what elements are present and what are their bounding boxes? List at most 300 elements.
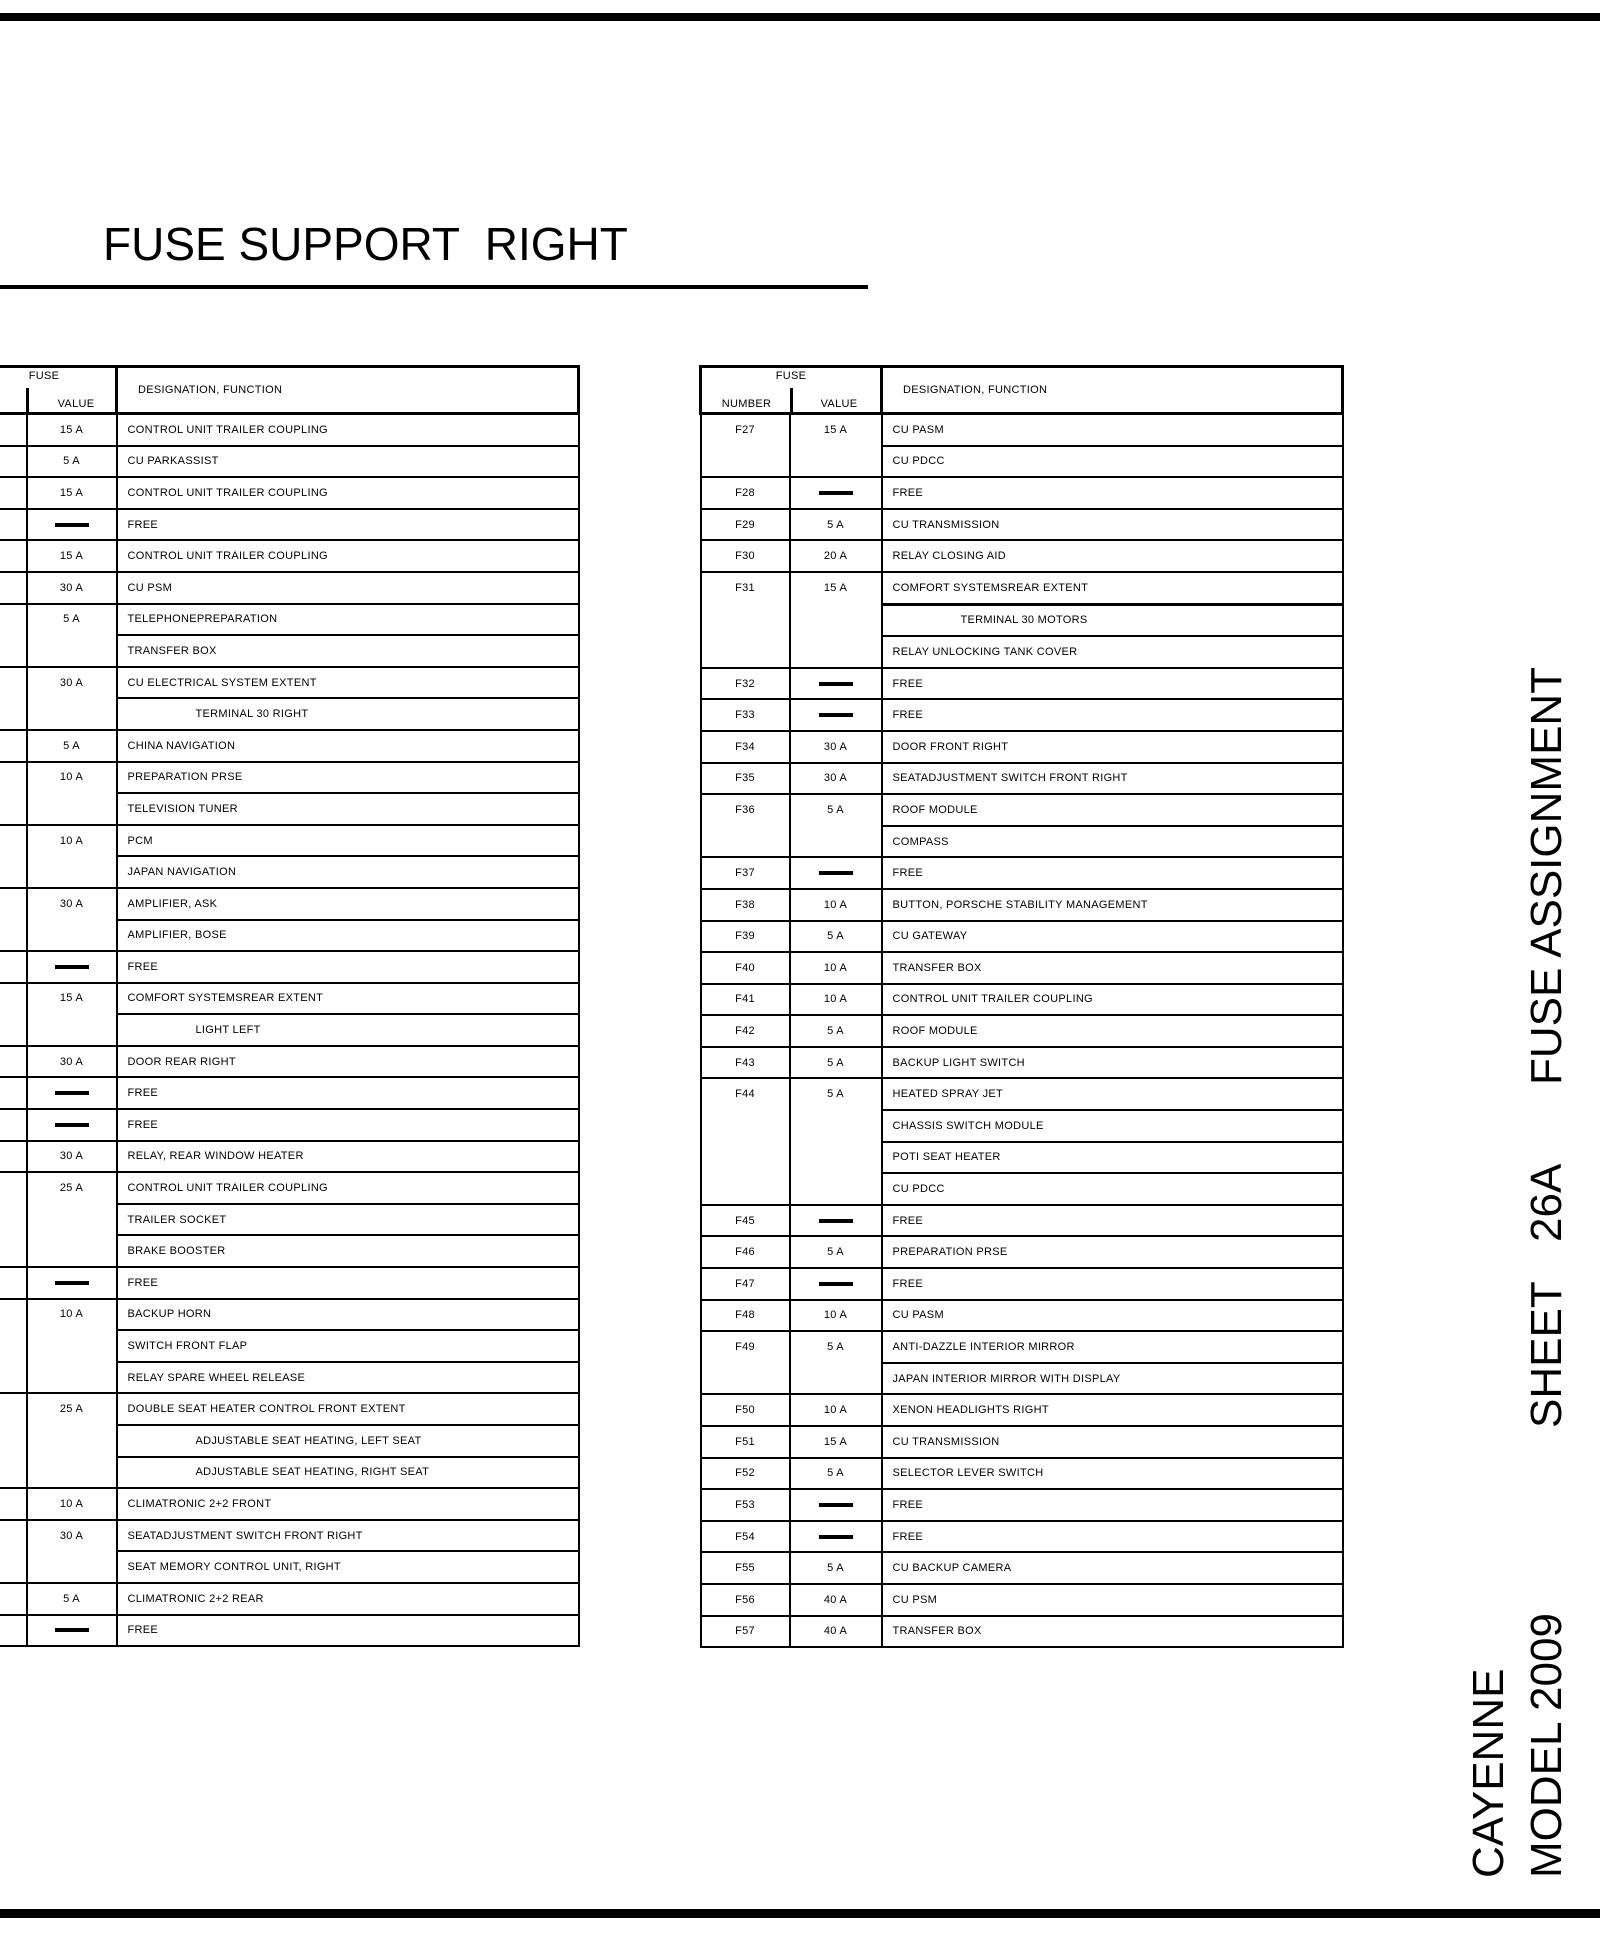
- table-row: [701, 1300, 1343, 1332]
- designation-cell: DOOR FRONT RIGHT: [882, 731, 1343, 763]
- designation-cell: CU PSM: [882, 1584, 1343, 1616]
- designation-cell: TELEVISION TUNER: [117, 793, 579, 825]
- fuse-number-cell: [0, 1520, 27, 1552]
- designation-cell: HEATED SPRAY JET: [882, 1078, 1343, 1110]
- designation-cell: ROOF MODULE: [882, 1015, 1343, 1047]
- fuse-value-cell: [27, 1615, 117, 1647]
- designation-cell: FREE: [882, 668, 1343, 700]
- fuse-value-cell: [790, 446, 882, 478]
- fuse-number-cell: [0, 1393, 27, 1425]
- fuse-number-cell: F37: [701, 857, 790, 889]
- designation-cell: FREE: [882, 1205, 1343, 1237]
- fuse-number-cell: [0, 572, 27, 604]
- fuse-number-cell: [701, 1142, 790, 1174]
- designation-cell: FREE: [117, 1615, 579, 1647]
- fuse-number-cell: F33: [701, 699, 790, 731]
- fuse-number-cell: [701, 446, 790, 478]
- fuse-number-cell: F50: [701, 1394, 790, 1426]
- designation-cell: DOOR REAR RIGHT: [117, 1046, 579, 1078]
- fuse-value-cell: [27, 635, 117, 667]
- fuse-value-cell: 5 A: [790, 921, 882, 953]
- fuse-value-cell: [27, 1077, 117, 1109]
- fuse-value-cell: 10 A: [790, 889, 882, 921]
- table-row: [0, 920, 579, 952]
- table-row: [0, 1583, 579, 1615]
- table-row: [701, 509, 1343, 541]
- table-row: [701, 1489, 1343, 1521]
- fuse-number-cell: F36: [701, 794, 790, 826]
- fuse-number-cell: [0, 730, 27, 762]
- table-row: [701, 1110, 1343, 1142]
- designation-cell: TRANSFER BOX: [882, 952, 1343, 984]
- fuse-value-cell: 10 A: [790, 984, 882, 1016]
- designation-header: DESIGNATION, FUNCTION: [882, 367, 1343, 414]
- fuse-number-cell: [0, 698, 27, 730]
- designation-cell: DOUBLE SEAT HEATER CONTROL FRONT EXTENT: [117, 1393, 579, 1425]
- designation-cell: PREPARATION PRSE: [882, 1236, 1343, 1268]
- table-row: [0, 604, 579, 636]
- designation-cell: JAPAN NAVIGATION: [117, 856, 579, 888]
- designation-cell: CU BACKUP CAMERA: [882, 1552, 1343, 1584]
- fuse-number-cell: [0, 604, 27, 636]
- value-header: VALUE: [820, 398, 858, 410]
- designation-cell: CONTROL UNIT TRAILER COUPLING: [117, 414, 579, 446]
- fuse-number-cell: F28: [701, 477, 790, 509]
- table-row: [701, 1173, 1343, 1205]
- designation-cell: FREE: [882, 699, 1343, 731]
- fuse-value-cell: 15 A: [27, 983, 117, 1015]
- fuse-number-cell: [0, 1583, 27, 1615]
- sheet-number: 26A: [1522, 1163, 1571, 1242]
- table-row: [701, 1205, 1343, 1237]
- fuse-value-cell: [790, 1489, 882, 1521]
- table-row: [701, 984, 1343, 1016]
- designation-cell: TRAILER SOCKET: [117, 1204, 579, 1236]
- designation-cell: BUTTON, PORSCHE STABILITY MANAGEMENT: [882, 889, 1343, 921]
- fuse-value-cell: 30 A: [27, 572, 117, 604]
- fuse-value-cell: 10 A: [27, 825, 117, 857]
- table-row: [701, 604, 1343, 636]
- dash-icon: [55, 1628, 89, 1632]
- designation-cell: POTI SEAT HEATER: [882, 1142, 1343, 1174]
- table-row: [701, 414, 1343, 446]
- fuse-number-cell: F48: [701, 1300, 790, 1332]
- designation-cell: FREE: [882, 1489, 1343, 1521]
- fuse-number-cell: F31: [701, 572, 790, 604]
- fuse-value-cell: [790, 636, 882, 668]
- fuse-header: [0, 367, 117, 414]
- fuse-number-cell: [0, 1172, 27, 1204]
- fuse-value-cell: 30 A: [27, 1520, 117, 1552]
- table-row: [0, 477, 579, 509]
- fuse-number-cell: [0, 1551, 27, 1583]
- designation-cell: SEATADJUSTMENT SWITCH FRONT RIGHT: [117, 1520, 579, 1552]
- table-row: [0, 446, 579, 478]
- designation-cell: COMFORT SYSTEMSREAR EXTENT: [882, 572, 1343, 604]
- dash-icon: [819, 1282, 853, 1286]
- fuse-number-cell: [701, 636, 790, 668]
- table-row: [701, 952, 1343, 984]
- designation-cell: FREE: [882, 857, 1343, 889]
- value-header: VALUE: [57, 398, 95, 410]
- fuse-number-cell: [0, 667, 27, 699]
- fuse-value-cell: 30 A: [27, 667, 117, 699]
- fuse-number-cell: [0, 1077, 27, 1109]
- fuse-value-cell: [27, 1551, 117, 1583]
- fuse-value-cell: 5 A: [790, 509, 882, 541]
- designation-cell: JAPAN INTERIOR MIRROR WITH DISPLAY: [882, 1363, 1343, 1395]
- fuse-value-cell: 15 A: [27, 540, 117, 572]
- dash-icon: [55, 1123, 89, 1127]
- designation-cell: PCM: [117, 825, 579, 857]
- fuse-label: FUSE: [775, 370, 807, 382]
- designation-cell: CU PASM: [882, 414, 1343, 446]
- designation-cell: CONTROL UNIT TRAILER COUPLING: [117, 540, 579, 572]
- fuse-number-cell: F56: [701, 1584, 790, 1616]
- table-row: [0, 1488, 579, 1520]
- table-row: [701, 1521, 1343, 1553]
- designation-cell: FREE: [117, 1109, 579, 1141]
- designation-cell: SWITCH FRONT FLAP: [117, 1330, 579, 1362]
- designation-cell: FREE: [117, 951, 579, 983]
- table-row: [701, 1584, 1343, 1616]
- fuse-number-cell: [0, 1330, 27, 1362]
- designation-cell: RELAY CLOSING AID: [882, 540, 1343, 572]
- designation-cell: COMFORT SYSTEMSREAR EXTENT: [117, 983, 579, 1015]
- table-row: [701, 1426, 1343, 1458]
- sheet-title: FUSE ASSIGNMENT: [1522, 666, 1571, 1085]
- designation-cell: TRANSFER BOX: [117, 635, 579, 667]
- table-row: [701, 794, 1343, 826]
- designation-cell: AMPLIFIER, ASK: [117, 888, 579, 920]
- table-row: [701, 1015, 1343, 1047]
- fuse-number-cell: F27: [701, 414, 790, 446]
- fuse-number-cell: F35: [701, 763, 790, 795]
- fuse-value-cell: 5 A: [790, 1331, 882, 1363]
- fuse-value-cell: 10 A: [790, 1300, 882, 1332]
- designation-cell: TERMINAL 30 RIGHT: [117, 698, 579, 730]
- table-row: [0, 1393, 579, 1425]
- table-row: [0, 730, 579, 762]
- designation-cell: ROOF MODULE: [882, 794, 1343, 826]
- fuse-value-cell: 5 A: [27, 1583, 117, 1615]
- fuse-number-cell: F38: [701, 889, 790, 921]
- fuse-number-cell: F51: [701, 1426, 790, 1458]
- designation-header: DESIGNATION, FUNCTION: [117, 367, 579, 414]
- designation-cell: CU GATEWAY: [882, 921, 1343, 953]
- fuse-value-cell: [790, 1268, 882, 1300]
- designation-cell: AMPLIFIER, BOSE: [117, 920, 579, 952]
- fuse-value-cell: 15 A: [790, 414, 882, 446]
- table-row: [0, 1109, 579, 1141]
- fuse-number-cell: [0, 951, 27, 983]
- designation-cell: COMPASS: [882, 826, 1343, 858]
- fuse-value-cell: [790, 1142, 882, 1174]
- fuse-value-cell: [27, 1457, 117, 1489]
- fuse-value-cell: 20 A: [790, 540, 882, 572]
- fuse-value-cell: 30 A: [790, 763, 882, 795]
- table-row: [0, 983, 579, 1015]
- designation-cell: CONTROL UNIT TRAILER COUPLING: [117, 477, 579, 509]
- table-row: [0, 951, 579, 983]
- designation-cell: LIGHT LEFT: [117, 1014, 579, 1046]
- fuse-number-cell: [0, 1299, 27, 1331]
- dash-icon: [819, 871, 853, 875]
- designation-cell: CLIMATRONIC 2+2 REAR: [117, 1583, 579, 1615]
- table-row: [0, 414, 579, 446]
- fuse-value-cell: 5 A: [27, 730, 117, 762]
- table-row: [0, 1330, 579, 1362]
- designation-cell: CU TRANSMISSION: [882, 1426, 1343, 1458]
- table-row: [701, 1236, 1343, 1268]
- fuse-value-cell: [27, 1235, 117, 1267]
- table-row: [701, 889, 1343, 921]
- table-row: [701, 1616, 1343, 1648]
- fuse-value-cell: 30 A: [27, 1141, 117, 1173]
- table-row: [0, 1362, 579, 1394]
- designation-cell: SEAT MEMORY CONTROL UNIT, RIGHT: [117, 1551, 579, 1583]
- fuse-value-cell: [790, 857, 882, 889]
- model-year: MODEL 2009: [1522, 1613, 1571, 1878]
- table-row: [701, 731, 1343, 763]
- designation-cell: CHINA NAVIGATION: [117, 730, 579, 762]
- fuse-table-left: [0, 365, 580, 1647]
- header-divider: [26, 388, 29, 412]
- fuse-number-cell: [0, 509, 27, 541]
- fuse-number-cell: [0, 1235, 27, 1267]
- fuse-value-cell: 40 A: [790, 1616, 882, 1648]
- table-row: [0, 793, 579, 825]
- fuse-value-cell: 15 A: [27, 414, 117, 446]
- designation-cell: CU PSM: [117, 572, 579, 604]
- table-row: [701, 826, 1343, 858]
- designation-cell: ADJUSTABLE SEAT HEATING, LEFT SEAT: [117, 1425, 579, 1457]
- table-row: [0, 1046, 579, 1078]
- designation-cell: BACKUP LIGHT SWITCH: [882, 1047, 1343, 1079]
- fuse-value-cell: 30 A: [27, 1046, 117, 1078]
- table-row: [0, 1235, 579, 1267]
- fuse-number-cell: F47: [701, 1268, 790, 1300]
- table-row: [0, 825, 579, 857]
- fuse-number-cell: F57: [701, 1616, 790, 1648]
- fuse-number-cell: [0, 1046, 27, 1078]
- table-row: [0, 635, 579, 667]
- table-row: [0, 1520, 579, 1552]
- fuse-value-cell: [27, 1425, 117, 1457]
- fuse-value-cell: 5 A: [790, 794, 882, 826]
- fuse-value-cell: [790, 1173, 882, 1205]
- designation-cell: FREE: [882, 1521, 1343, 1553]
- designation-cell: CONTROL UNIT TRAILER COUPLING: [117, 1172, 579, 1204]
- fuse-value-cell: 30 A: [790, 731, 882, 763]
- designation-cell: CHASSIS SWITCH MODULE: [882, 1110, 1343, 1142]
- fuse-value-cell: 10 A: [27, 762, 117, 794]
- fuse-value-cell: [27, 920, 117, 952]
- fuse-number-cell: F40: [701, 952, 790, 984]
- fuse-value-cell: [27, 1014, 117, 1046]
- fuse-value-cell: [27, 793, 117, 825]
- fuse-number-cell: [0, 1204, 27, 1236]
- designation-cell: CU TRANSMISSION: [882, 509, 1343, 541]
- fuse-number-cell: F55: [701, 1552, 790, 1584]
- table-row: [701, 1394, 1343, 1426]
- fuse-number-cell: [0, 1488, 27, 1520]
- table-row: [0, 1172, 579, 1204]
- table-row: [701, 921, 1343, 953]
- bottom-border: [0, 1909, 1600, 1918]
- fuse-number-cell: [0, 635, 27, 667]
- fuse-value-cell: 30 A: [27, 888, 117, 920]
- fuse-number-cell: F29: [701, 509, 790, 541]
- designation-cell: FREE: [117, 1077, 579, 1109]
- designation-cell: CU PDCC: [882, 1173, 1343, 1205]
- designation-cell: FREE: [882, 1268, 1343, 1300]
- designation-cell: CU PASM: [882, 1300, 1343, 1332]
- table-row: [701, 668, 1343, 700]
- title-underline: [0, 285, 868, 289]
- designation-cell: ANTI-DAZZLE INTERIOR MIRROR: [882, 1331, 1343, 1363]
- designation-cell: RELAY SPARE WHEEL RELEASE: [117, 1362, 579, 1394]
- fuse-value-cell: [27, 509, 117, 541]
- fuse-number-cell: [0, 762, 27, 794]
- fuse-number-cell: [0, 1014, 27, 1046]
- fuse-number-cell: [0, 888, 27, 920]
- fuse-number-cell: F34: [701, 731, 790, 763]
- dash-icon: [819, 1503, 853, 1507]
- fuse-value-cell: 25 A: [27, 1393, 117, 1425]
- fuse-value-cell: 5 A: [790, 1015, 882, 1047]
- fuse-value-cell: 15 A: [790, 572, 882, 604]
- designation-cell: CLIMATRONIC 2+2 FRONT: [117, 1488, 579, 1520]
- designation-cell: ADJUSTABLE SEAT HEATING, RIGHT SEAT: [117, 1457, 579, 1489]
- designation-cell: SEATADJUSTMENT SWITCH FRONT RIGHT: [882, 763, 1343, 795]
- fuse-number-cell: F44: [701, 1078, 790, 1110]
- table-row: [701, 636, 1343, 668]
- fuse-value-cell: [27, 951, 117, 983]
- fuse-value-cell: [27, 856, 117, 888]
- dash-icon: [819, 1219, 853, 1223]
- fuse-header: [701, 367, 882, 414]
- fuse-number-cell: [0, 446, 27, 478]
- number-header: NUMBER: [721, 398, 772, 410]
- fuse-number-cell: [0, 983, 27, 1015]
- table-row: [701, 1078, 1343, 1110]
- fuse-value-cell: 10 A: [27, 1488, 117, 1520]
- designation-cell: CU ELECTRICAL SYSTEM EXTENT: [117, 667, 579, 699]
- table-row: [0, 1204, 579, 1236]
- fuse-value-cell: 10 A: [790, 952, 882, 984]
- table-row: [0, 1299, 579, 1331]
- designation-cell: RELAY, REAR WINDOW HEATER: [117, 1141, 579, 1173]
- designation-cell: FREE: [117, 509, 579, 541]
- fuse-value-cell: 5 A: [27, 604, 117, 636]
- dash-icon: [819, 491, 853, 495]
- fuse-value-cell: [27, 1267, 117, 1299]
- fuse-value-cell: [27, 1109, 117, 1141]
- dash-icon: [819, 1535, 853, 1539]
- fuse-number-cell: [0, 1457, 27, 1489]
- designation-cell: FREE: [117, 1267, 579, 1299]
- page-title: FUSE SUPPORT RIGHT: [103, 218, 628, 270]
- fuse-value-cell: [790, 1205, 882, 1237]
- fuse-table-right: [699, 365, 1344, 1648]
- fuse-value-cell: [27, 1204, 117, 1236]
- fuse-number-cell: F43: [701, 1047, 790, 1079]
- fuse-number-cell: F39: [701, 921, 790, 953]
- table-row: [701, 763, 1343, 795]
- designation-cell: TERMINAL 30 MOTORS: [882, 604, 1343, 636]
- fuse-number-cell: [0, 825, 27, 857]
- fuse-number-cell: [701, 604, 790, 636]
- fuse-label: FUSE: [28, 370, 60, 382]
- table-row: [701, 477, 1343, 509]
- table-row: [0, 1141, 579, 1173]
- table-row: [0, 1551, 579, 1583]
- fuse-number-cell: [0, 920, 27, 952]
- table-row: [701, 1268, 1343, 1300]
- fuse-number-cell: [0, 414, 27, 446]
- designation-cell: CU PARKASSIST: [117, 446, 579, 478]
- table-row: [0, 888, 579, 920]
- fuse-number-cell: [0, 793, 27, 825]
- fuse-number-cell: F30: [701, 540, 790, 572]
- dash-icon: [55, 1091, 89, 1095]
- table-row: [701, 857, 1343, 889]
- table-row: [0, 698, 579, 730]
- fuse-number-cell: [0, 1267, 27, 1299]
- fuse-value-cell: [790, 826, 882, 858]
- table-row: [0, 762, 579, 794]
- table-row: [0, 540, 579, 572]
- fuse-number-cell: [701, 1363, 790, 1395]
- table-row: [701, 699, 1343, 731]
- fuse-number-cell: [0, 1615, 27, 1647]
- table-row: [701, 1458, 1343, 1490]
- fuse-value-cell: 5 A: [790, 1078, 882, 1110]
- fuse-value-cell: [27, 698, 117, 730]
- table-row: [0, 509, 579, 541]
- table-row: [0, 572, 579, 604]
- table-row: [701, 1047, 1343, 1079]
- designation-cell: SELECTOR LEVER SWITCH: [882, 1458, 1343, 1490]
- fuse-number-cell: [0, 477, 27, 509]
- fuse-value-cell: 10 A: [790, 1394, 882, 1426]
- designation-cell: CU PDCC: [882, 446, 1343, 478]
- table-row: [0, 1457, 579, 1489]
- table-row: [0, 1077, 579, 1109]
- designation-cell: BACKUP HORN: [117, 1299, 579, 1331]
- fuse-value-cell: 5 A: [790, 1236, 882, 1268]
- table-row: [0, 1014, 579, 1046]
- fuse-value-cell: [790, 1110, 882, 1142]
- fuse-value-cell: 15 A: [27, 477, 117, 509]
- dash-icon: [819, 682, 853, 686]
- table-row: [0, 1615, 579, 1647]
- fuse-value-cell: 5 A: [790, 1458, 882, 1490]
- fuse-number-cell: [701, 1173, 790, 1205]
- fuse-number-cell: [701, 826, 790, 858]
- fuse-value-cell: [790, 1363, 882, 1395]
- fuse-value-cell: [790, 477, 882, 509]
- table-row: [701, 1331, 1343, 1363]
- fuse-value-cell: 5 A: [790, 1047, 882, 1079]
- designation-cell: BRAKE BOOSTER: [117, 1235, 579, 1267]
- fuse-number-cell: [0, 1109, 27, 1141]
- designation-cell: PREPARATION PRSE: [117, 762, 579, 794]
- fuse-value-cell: 5 A: [790, 1552, 882, 1584]
- fuse-value-cell: 40 A: [790, 1584, 882, 1616]
- fuse-number-cell: F46: [701, 1236, 790, 1268]
